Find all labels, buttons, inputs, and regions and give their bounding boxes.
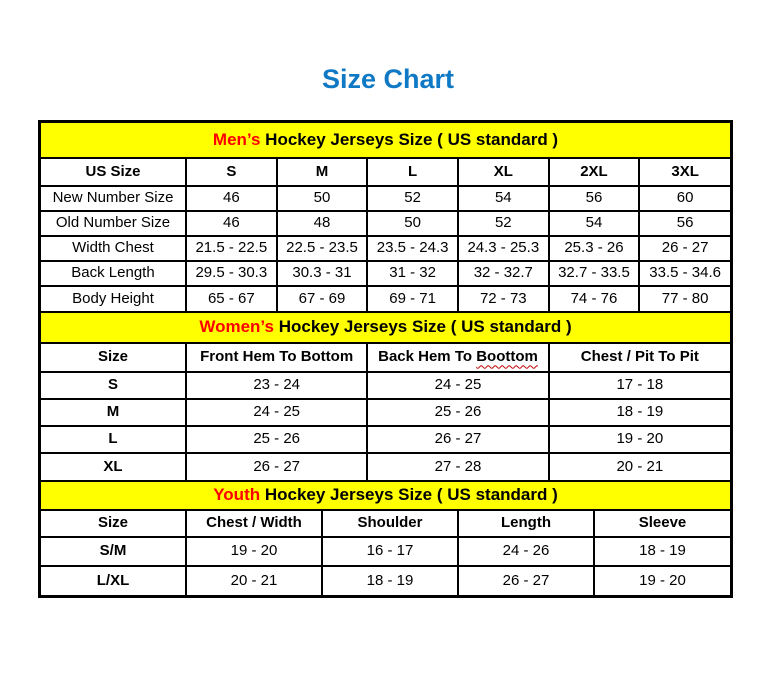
size-value-cell: 26 - 27 [458,566,594,595]
mens-header-row [41,158,730,186]
size-value-cell: 77 - 80 [639,286,730,311]
row-label: M [41,399,186,426]
size-value-cell: 65 - 67 [186,286,277,311]
section-title-rest: Hockey Jerseys Size ( US standard ) [273,317,572,337]
size-value-cell: 50 [277,186,368,211]
table-row [41,372,730,399]
size-value-cell: 18 - 19 [322,566,458,595]
size-value-cell: 52 [458,211,549,236]
size-value-cell: 24 - 25 [367,372,548,399]
size-value-cell: 56 [639,211,730,236]
youth-section-band [41,481,730,510]
column-header: 3XL [639,158,730,186]
column-header: M [277,158,368,186]
table-row [41,566,730,595]
section-title [41,312,730,343]
page-title: Size Chart [321,64,455,94]
row-label: New Number Size [41,186,186,211]
column-header: 2XL [549,158,640,186]
section-title-rest: Hockey Jerseys Size ( US standard ) [260,129,559,149]
section-title [41,481,730,510]
table-row [41,426,730,453]
size-value-cell: 46 [186,186,277,211]
section-title-highlight: Men’s [212,129,261,149]
size-value-cell: 19 - 20 [549,426,730,453]
misspelled-word: Boottom [476,348,538,366]
row-label: S [41,372,186,399]
row-label: S/M [41,537,186,566]
size-value-cell: 30.3 - 31 [277,261,368,286]
table-row [41,399,730,426]
size-value-cell: 21.5 - 22.5 [186,236,277,261]
column-header: L [367,158,458,186]
row-label: Old Number Size [41,211,186,236]
column-header: US Size [41,158,186,186]
size-value-cell: 19 - 20 [186,537,322,566]
row-label: XL [41,453,186,480]
size-value-cell: 26 - 27 [186,453,367,480]
size-value-cell: 19 - 20 [594,566,730,595]
row-label: L/XL [41,566,186,595]
size-value-cell: 29.5 - 30.3 [186,261,277,286]
column-header: S [186,158,277,186]
column-header: Chest / Pit To Pit [549,343,730,372]
mens-section-band [41,123,730,158]
size-value-cell: 46 [186,211,277,236]
size-value-cell: 23 - 24 [186,372,367,399]
size-value-cell: 33.5 - 34.6 [639,261,730,286]
size-value-cell: 32 - 32.7 [458,261,549,286]
mens-size-table [41,123,730,311]
size-value-cell: 24 - 25 [186,399,367,426]
size-value-cell: 52 [367,186,458,211]
size-value-cell: 48 [277,211,368,236]
section-title-rest: Hockey Jerseys Size ( US standard ) [260,485,558,505]
table-row [41,261,730,286]
row-label: Width Chest [41,236,186,261]
size-value-cell: 25 - 26 [367,399,548,426]
womens-header-row [41,343,730,372]
column-header: Shoulder [322,510,458,537]
column-header: Chest / Width [186,510,322,537]
row-label: Back Length [41,261,186,286]
table-row [41,186,730,211]
column-header [367,343,548,372]
size-chart-tables [38,120,733,598]
column-header: Size [41,343,186,372]
section-title-highlight: Youth [213,485,261,505]
size-value-cell: 54 [549,211,640,236]
size-value-cell: 60 [639,186,730,211]
size-value-cell: 50 [367,211,458,236]
size-value-cell: 56 [549,186,640,211]
size-value-cell: 24 - 26 [458,537,594,566]
size-value-cell: 20 - 21 [186,566,322,595]
column-header: Front Hem To Bottom [186,343,367,372]
size-value-cell: 69 - 71 [367,286,458,311]
row-label: L [41,426,186,453]
size-value-cell: 31 - 32 [367,261,458,286]
column-header: Length [458,510,594,537]
table-row [41,537,730,566]
size-value-cell: 67 - 69 [277,286,368,311]
size-value-cell: 22.5 - 23.5 [277,236,368,261]
size-value-cell: 18 - 19 [594,537,730,566]
size-value-cell: 16 - 17 [322,537,458,566]
youth-header-row [41,510,730,537]
table-row [41,211,730,236]
column-header: Size [41,510,186,537]
size-value-cell: 17 - 18 [549,372,730,399]
size-value-cell: 72 - 73 [458,286,549,311]
size-value-cell: 26 - 27 [367,426,548,453]
size-value-cell: 26 - 27 [639,236,730,261]
size-value-cell: 54 [458,186,549,211]
section-title-highlight: Women’s [199,317,274,337]
row-label: Body Height [41,286,186,311]
size-value-cell: 24.3 - 25.3 [458,236,549,261]
column-header: XL [458,158,549,186]
size-value-cell: 23.5 - 24.3 [367,236,458,261]
size-value-cell: 18 - 19 [549,399,730,426]
size-value-cell: 25.3 - 26 [549,236,640,261]
size-value-cell: 27 - 28 [367,453,548,480]
column-header-text: Back Hem To [378,348,477,366]
size-value-cell: 25 - 26 [186,426,367,453]
table-row [41,236,730,261]
table-row [41,286,730,311]
size-value-cell: 32.7 - 33.5 [549,261,640,286]
column-header: Sleeve [594,510,730,537]
size-value-cell: 74 - 76 [549,286,640,311]
womens-size-table [41,311,730,480]
section-title [41,123,730,158]
table-row [41,453,730,480]
womens-section-band [41,312,730,343]
youth-size-table [41,480,730,595]
size-value-cell: 20 - 21 [549,453,730,480]
